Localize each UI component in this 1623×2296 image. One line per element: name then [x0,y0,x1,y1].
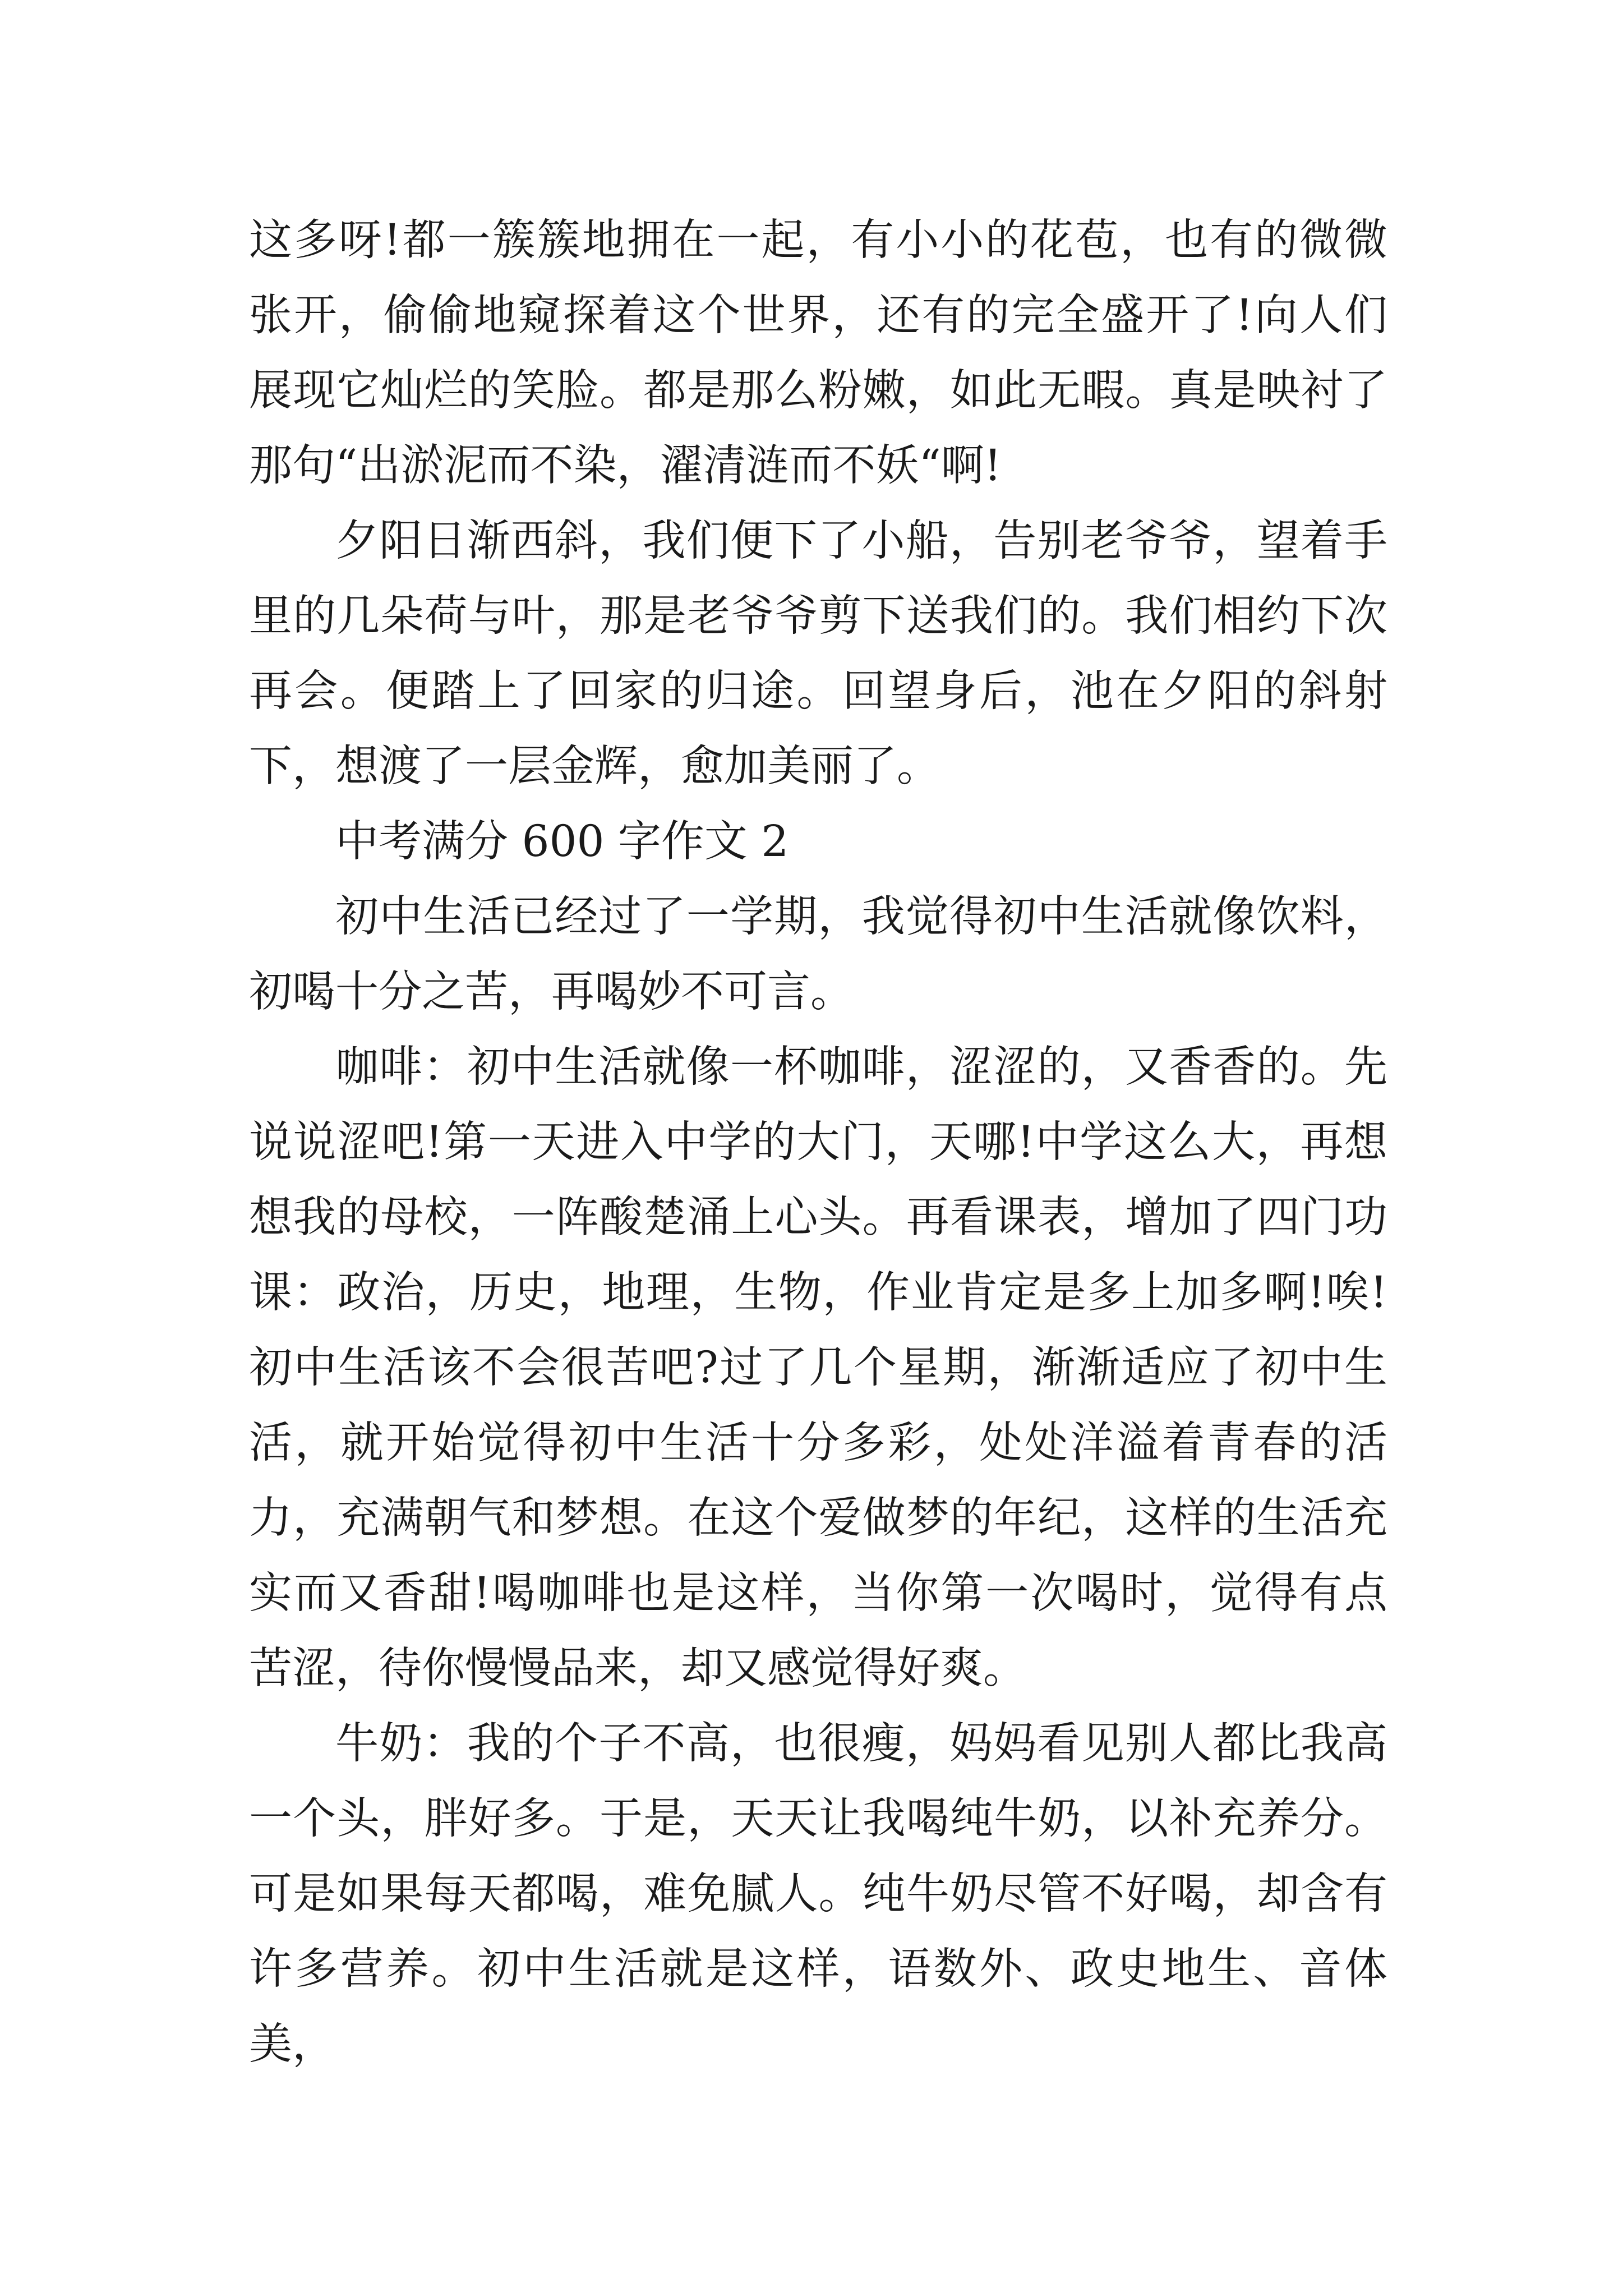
document-body [249,203,1387,2082]
paragraph-lotus-description: 这多呀!都一簇簇地拥在一起，有小小的花苞，也有的微微张开，偷偷地窥探着这个世界，还有的完全盛开了!向人们展现它灿烂的笑脸。都是那么粉嫩，如此无暇。真是映衬了那句“出淤泥而不染，濯清涟而不妖“啊! [249,215,1387,491]
essay-heading: 中考满分 600 字作文 2 [335,817,789,867]
paragraph-milk: 牛奶：我的个子不高，也很瘦，妈妈看见别人都比我高一个头，胖好多。于是，天天让我喝纯牛奶，以补充养分。可是如果每天都喝，难免腻人。纯牛奶尽管不好喝，却含有许多营养。初中生活就是这样，语数外、政史地生、音体美， [249,1719,1387,2069]
paragraph-intro: 初中生活已经过了一学期，我觉得初中生活就像饮料，初喝十分之苦，再喝妙不可言。 [249,892,1387,1017]
paragraph-coffee: 咖啡：初中生活就像一杯咖啡，涩涩的，又香香的。先说说涩吧!第一天进入中学的大门，天哪!中学这么大，再想想我的母校，一阵酸楚涌上心头。再看课表，增加了四门功课：政治，历史，地理，生物，作业肯定是多上加多啊!唉!初中生活该不会很苦吧?过了几个星期，渐渐适应了初中生活，就开始觉得初中生活十分多彩，处处洋溢着青春的活力，充满朝气和梦想。在这个爱做梦的年纪，这样的生活充实而又香甜!喝咖啡也是这样，当你第一次喝时，觉得有点苦涩，待你慢慢品来，却又感觉得好爽。 [249,1042,1387,1694]
paragraph-sunset: 夕阳日渐西斜，我们便下了小船，告别老爷爷，望着手里的几朵荷与叶，那是老爷爷剪下送我们的。我们相约下次再会。便踏上了回家的归途。回望身后，池在夕阳的斜射下，想渡了一层金辉，愈加美丽了。 [249,516,1387,792]
